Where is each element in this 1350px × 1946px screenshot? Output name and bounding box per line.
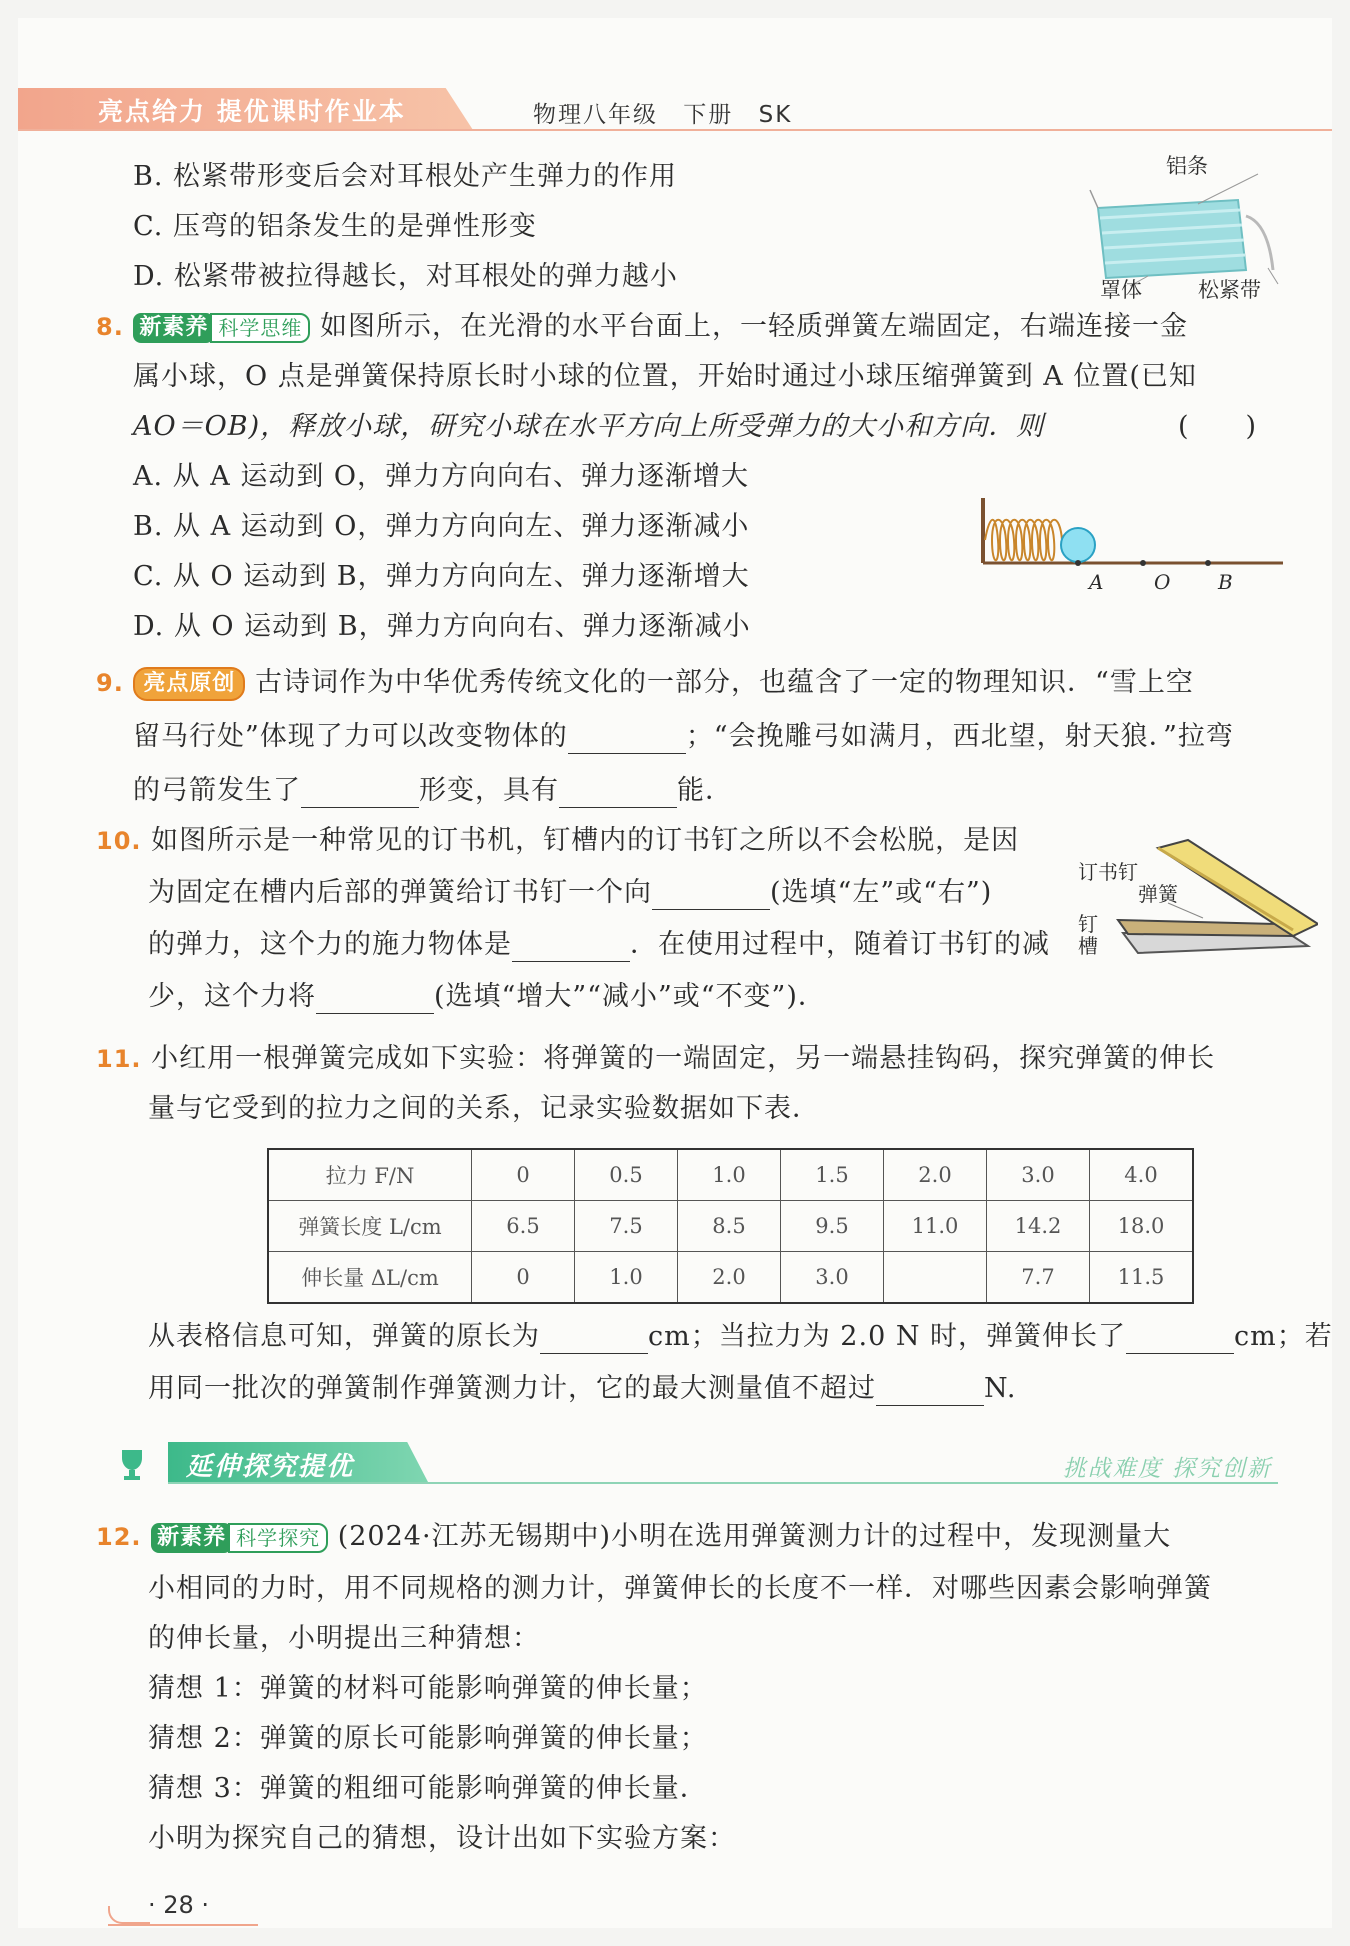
table-cell: 11.5 [1090,1252,1194,1304]
header-subject: 物理八年级 下册 SK [533,102,793,128]
q8-option-c: C. 从 O 运动到 B，弹力方向向左、弹力逐渐增大 [133,561,750,592]
q10-stem-3a: 的弹力，这个力的施力物体是 [148,929,512,960]
q8-stem-1: 如图所示，在光滑的水平台面上，一轻质弹簧左端固定，右端连接一金 [320,311,1189,342]
header-series: 亮点给力 提优课时作业本 [98,97,406,126]
q11-after-1a: 从表格信息可知，弹簧的原长为 [148,1321,540,1352]
table-cell: 2.0 [678,1252,781,1304]
q11-stem-2: 量与它受到的拉力之间的关系，记录实验数据如下表． [148,1093,820,1124]
stapler-label-spring: 弹簧 [1138,882,1178,906]
q9-line1 [96,666,1194,701]
q7-option-b: B. 松紧带形变后会对耳根处产生弹力的作用 [133,161,678,192]
table-cell: 11.0 [884,1201,987,1252]
table-cell: 0 [472,1149,575,1201]
table-cell: 18.0 [1090,1201,1194,1252]
q11-line1 [96,1042,1215,1076]
table-cell: 0.5 [575,1149,678,1201]
q9-number: 9. [96,669,124,697]
q12-number: 12. [96,1523,142,1551]
spring-data-table [267,1148,1194,1304]
spring-figure [978,488,1288,598]
q8-option-b: B. 从 A 运动到 O，弹力方向向左、弹力逐渐减小 [133,511,750,542]
q12-line1 [96,1520,1171,1554]
q9-stem-3a: 的弓箭发生了 [133,775,301,806]
q12-guess-1: 猜想 1：弹簧的材料可能影响弹簧的伸长量； [148,1673,708,1704]
q9-blank-3[interactable] [559,781,677,808]
table-cell: 0 [472,1252,575,1304]
q10-stem-4a: 少，这个力将 [148,981,316,1012]
table-cell: 9.5 [781,1201,884,1252]
table-cell: 7.5 [575,1201,678,1252]
table-cell: 1.0 [678,1149,781,1201]
stapler-label-slot-1: 钉 [1078,912,1098,936]
q8-option-a: A. 从 A 运动到 O，弹力方向向右、弹力逐渐增大 [133,461,750,492]
section-subtitle: 挑战难度 探究创新 [1062,1456,1272,1482]
q9-stem-2b: ；“会挽雕弓如满月，西北望，射天狼．”拉弯 [685,721,1234,752]
table-cell [884,1252,987,1304]
q12-tag: 新素养 [151,1523,232,1553]
table-cell: 2.0 [884,1149,987,1201]
q10-line3 [148,928,1050,962]
table-row [268,1252,1193,1304]
stapler-label-slot-2: 槽 [1078,934,1098,958]
header-rule [18,129,1332,131]
q11-after-2a: 用同一批次的弹簧制作弹簧测力计，它的最大测量值不超过 [148,1373,876,1404]
mask-label-band: 松紧带 [1198,278,1261,302]
q11-after-1c: cm；若 [1234,1321,1333,1352]
page-number: · 28 · [148,1891,210,1919]
q8-tag: 新素养 [133,313,214,343]
table-cell: 弹簧长度 L/cm [268,1201,472,1252]
q9-stem-1: 古诗词作为中华优秀传统文化的一部分，也蕴含了一定的物理知识．“雪上空 [255,667,1194,698]
q10-number: 10. [96,827,142,855]
q10-stem-3b: ．在使用过程中，随着订书钉的减 [630,929,1050,960]
q12-guess-3: 猜想 3：弹簧的粗细可能影响弹簧的伸长量． [148,1773,708,1804]
q8-stem-2: 属小球，O 点是弹簧保持原长时小球的位置，开始时通过小球压缩弹簧到 A 位置(已知 [133,361,1197,392]
q10-stem-4b: (选填“增大”“减小”或“不变”)． [434,981,826,1012]
q9-tag: 亮点原创 [133,667,245,701]
q9-blank-2[interactable] [301,781,419,808]
q8-option-d: D. 从 O 运动到 B，弹力方向向右、弹力逐渐减小 [133,611,751,642]
page-number-rule [108,1924,258,1926]
q8-stem-3: AO＝OB)，释放小球，研究小球在水平方向上所受弹力的大小和方向．则 [133,411,1045,442]
q7-option-c: C. 压弯的铝条发生的是弹性形变 [133,211,537,242]
table-cell: 1.5 [781,1149,884,1201]
q9-line2 [133,720,1234,754]
table-row [268,1201,1193,1252]
q10-stem-1: 如图所示是一种常见的订书机，钉槽内的订书钉之所以不会松脱，是因 [151,825,1020,856]
q9-blank-1[interactable] [568,727,686,754]
q12-subtag: 科学探究 [228,1523,328,1553]
table-cell: 3.0 [987,1149,1090,1201]
q11-after-1 [148,1320,1333,1354]
q8-answer-paren: ( ) [1178,411,1258,442]
q8-line1 [96,310,1188,344]
table-cell: 8.5 [678,1201,781,1252]
q10-line4 [148,980,826,1014]
q11-after-1b: cm；当拉力为 2.0 N 时，弹簧伸长了 [648,1321,1127,1352]
q9-line3 [133,774,733,808]
q12-stem-1: (2024·江苏无锡期中)小明在选用弹簧测力计的过程中，发现测量大 [337,1521,1172,1552]
q10-blank-3[interactable] [316,987,434,1014]
q11-blank-2[interactable] [1126,1327,1234,1354]
q11-after-2 [148,1372,1016,1406]
q11-stem-1: 小红用一根弹簧完成如下实验：将弹簧的一端固定，另一端悬挂钩码，探究弹簧的伸长 [151,1043,1216,1074]
q10-line1 [96,824,1019,858]
table-cell: 14.2 [987,1201,1090,1252]
table-cell: 拉力 F/N [268,1149,472,1201]
q10-blank-2[interactable] [512,935,630,962]
q10-stem-2a: 为固定在槽内后部的弹簧给订书钉一个向 [148,877,652,908]
spring-label-o: O [1154,570,1171,594]
mask-label-aluminum: 铝条 [1166,154,1208,178]
table-cell: 7.7 [987,1252,1090,1304]
trophy-icon [114,1446,150,1486]
q11-blank-1[interactable] [540,1327,648,1354]
page [18,18,1332,1928]
q10-line2 [148,876,992,910]
q12-guess-2: 猜想 2：弹簧的原长可能影响弹簧的伸长量； [148,1723,708,1754]
table-cell: 1.0 [575,1252,678,1304]
mask-label-body: 罩体 [1100,278,1142,302]
q10-stem-2b: (选填“左”或“右”) [770,877,993,908]
table-cell: 6.5 [472,1201,575,1252]
q11-after-2b: N. [984,1373,1017,1404]
table-row [268,1149,1193,1201]
spring-label-a: A [1089,570,1104,594]
stapler-label-staples: 订书钉 [1078,860,1138,884]
q8-number: 8. [96,313,124,341]
q12-stem-2: 小相同的力时，用不同规格的测力计，弹簧伸长的长度不一样．对哪些因素会影响弹簧 [148,1573,1212,1604]
table-cell: 4.0 [1090,1149,1194,1201]
q10-blank-1[interactable] [652,883,770,910]
q9-stem-2a: 留马行处”体现了力可以改变物体的 [133,721,568,752]
q8-subtag: 科学思维 [210,313,310,343]
stapler-figure [1078,828,1318,968]
table-cell: 3.0 [781,1252,884,1304]
spring-label-b: B [1218,570,1233,594]
q7-option-d: D. 松紧带被拉得越长，对耳根处的弹力越小 [133,261,678,292]
q9-stem-3b: 形变，具有 [419,775,559,806]
page-number-ornament [108,1906,150,1924]
table-cell: 伸长量 ΔL/cm [268,1252,472,1304]
q11-blank-3[interactable] [876,1379,984,1406]
q12-stem-3: 的伸长量，小明提出三种猜想： [148,1623,540,1654]
q12-stem-4: 小明为探究自己的猜想，设计出如下实验方案： [148,1823,736,1854]
section-title: 延伸探究提优 [186,1452,355,1482]
q9-stem-3c: 能． [677,775,733,806]
q11-number: 11. [96,1045,142,1073]
